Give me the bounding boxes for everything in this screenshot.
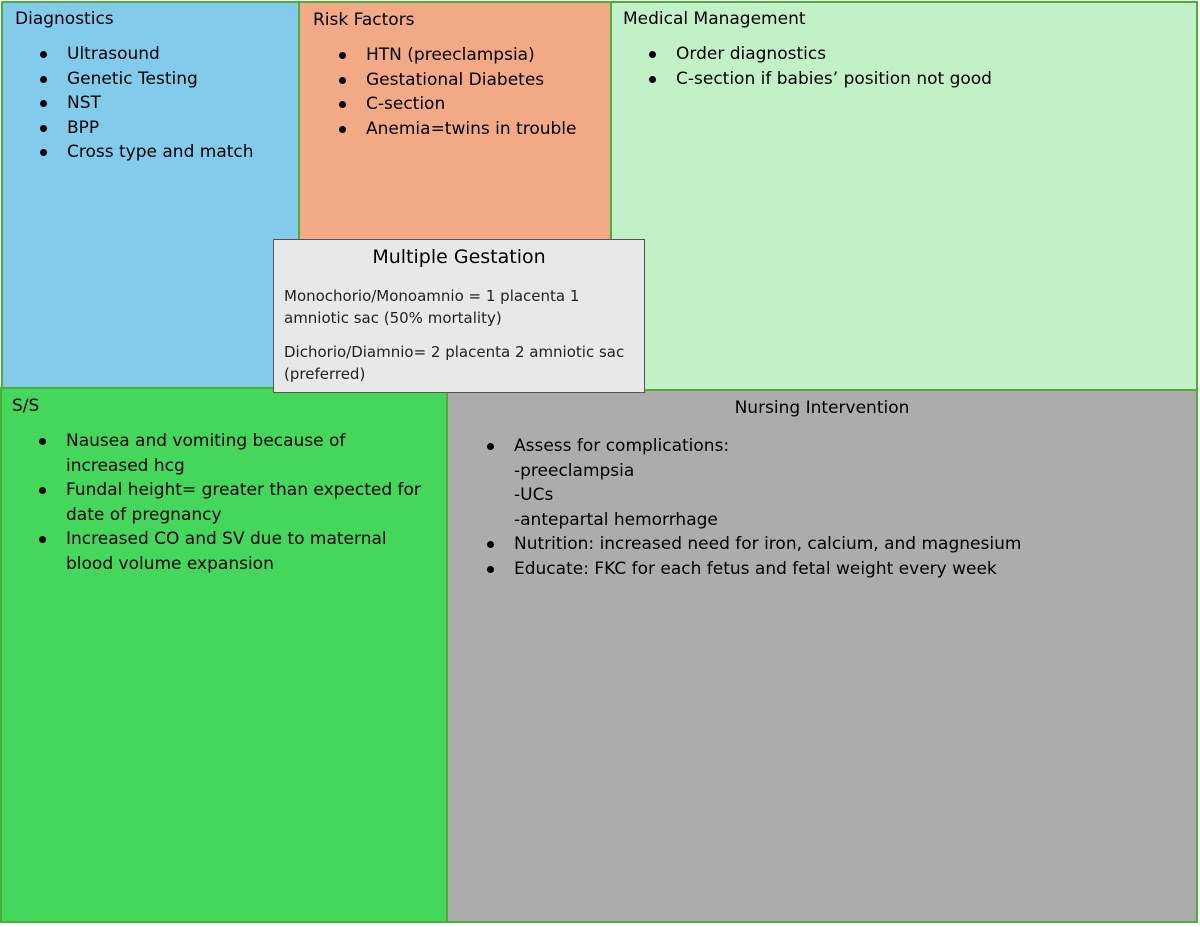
diagnostics-title: Diagnostics bbox=[15, 9, 114, 29]
list-item: Anemia=twins in trouble bbox=[334, 117, 610, 142]
list-item: Gestational Diabetes bbox=[334, 68, 610, 93]
list-item: Order diagnostics bbox=[644, 42, 1184, 67]
list-item bbox=[482, 434, 1182, 532]
signs-symptoms-panel bbox=[0, 387, 448, 923]
center-title: Multiple Gestation bbox=[372, 246, 546, 268]
assess-label: Assess for complications: bbox=[514, 436, 730, 456]
assess-subitem: -UCs bbox=[514, 485, 554, 505]
medical-management-title: Medical Management bbox=[623, 9, 806, 29]
risk-factors-list bbox=[334, 43, 610, 141]
list-item: Educate: FKC for each fetus and fetal weight every week bbox=[482, 557, 1182, 582]
list-item: C-section bbox=[334, 92, 610, 117]
center-paragraph-dichorio: Dichorio/Diamnio= 2 placenta 2 amniotic sac (preferred) bbox=[284, 343, 625, 383]
signs-symptoms-list bbox=[34, 429, 429, 576]
nursing-intervention-list bbox=[482, 434, 1182, 581]
list-item: Ultrasound bbox=[35, 42, 297, 67]
list-item: Nutrition: increased need for iron, calcium, and magnesium bbox=[482, 532, 1182, 557]
center-paragraph-monochorio: Monochorio/Monoamnio = 1 placenta 1 amniotic sac (50% mortality) bbox=[284, 287, 580, 327]
assess-subitem: -preeclampsia bbox=[514, 460, 635, 481]
list-item: Increased CO and SV due to maternal blood volume expansion bbox=[34, 527, 429, 576]
medical-management-list bbox=[644, 42, 1184, 91]
diagnostics-panel bbox=[1, 1, 300, 389]
multiple-gestation-card bbox=[273, 239, 645, 393]
risk-factors-panel bbox=[298, 1, 612, 241]
nursing-intervention-title: Nursing Intervention bbox=[734, 398, 910, 418]
list-item: Nausea and vomiting because of increased hcg bbox=[34, 429, 429, 478]
list-item: Genetic Testing bbox=[35, 67, 297, 92]
nursing-intervention-panel bbox=[446, 389, 1198, 923]
list-item: C-section if babies’ position not good bbox=[644, 67, 1184, 92]
list-item: BPP bbox=[35, 116, 297, 141]
list-item: NST bbox=[35, 91, 297, 116]
list-item: Fundal height= greater than expected for date of pregnancy bbox=[34, 478, 429, 527]
signs-symptoms-title: S/S bbox=[12, 396, 40, 416]
list-item: Cross type and match bbox=[35, 140, 297, 165]
medical-management-panel bbox=[610, 1, 1198, 391]
assess-subitem: -antepartal hemorrhage bbox=[514, 509, 718, 530]
diagnostics-list bbox=[35, 42, 297, 165]
list-item: HTN (preeclampsia) bbox=[334, 43, 610, 68]
risk-factors-title: Risk Factors bbox=[313, 10, 415, 30]
